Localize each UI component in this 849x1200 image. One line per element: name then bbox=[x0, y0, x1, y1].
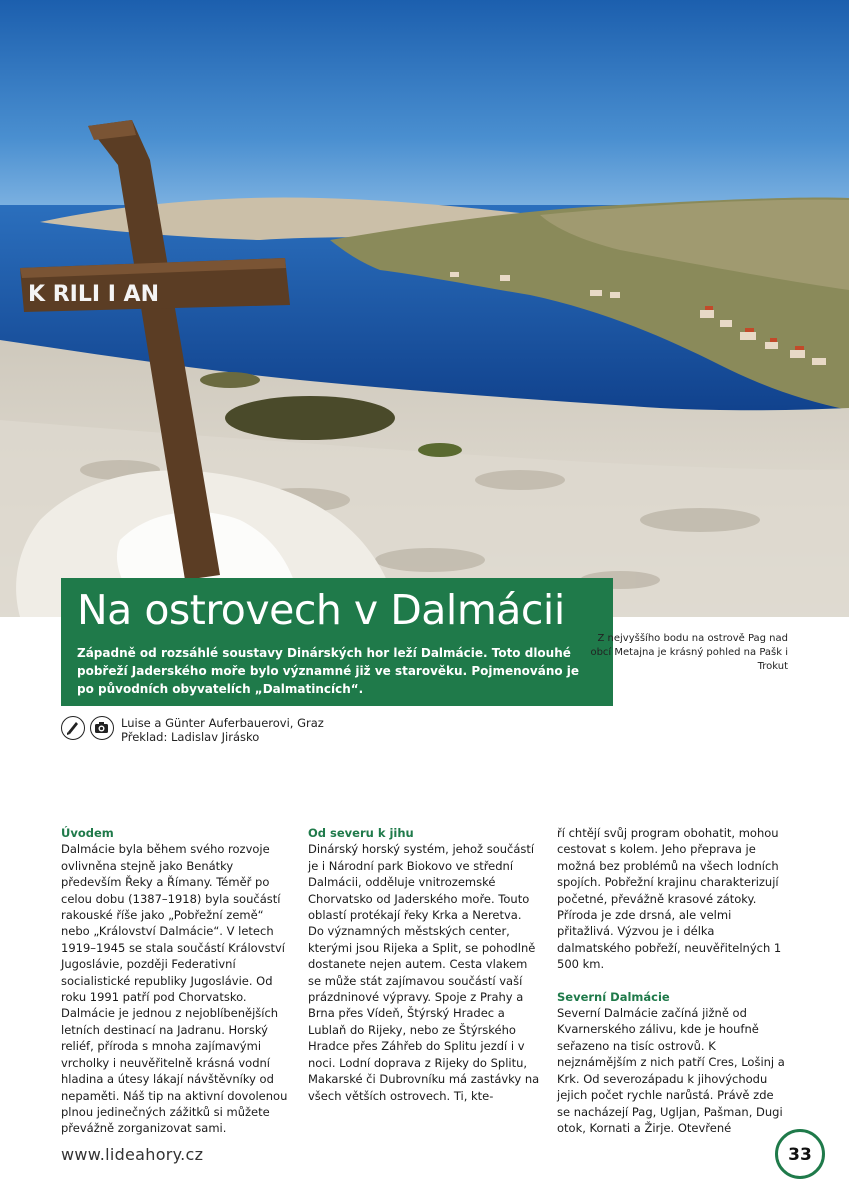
title-box bbox=[61, 578, 613, 706]
camera-icon bbox=[90, 716, 114, 740]
column-1 bbox=[61, 825, 293, 1137]
article-title: Na ostrovech v Dalmácii bbox=[77, 586, 565, 634]
credit-lines bbox=[121, 716, 324, 744]
column-1-text: Dalmácie byla během svého rozvoje ovlivněna stejně jako Benátky především Řeky a Římany. Téměř po celou dobu (1387–1918) byla součástí rakouské říše jako „Pobřežní země“ nebo „Království Dalmácie“. V letech 1919–1945 se stala součástí Království Jugoslávie, později Federativní socialistické republiky Jugoslávie. Od roku 1991 patří pod Chorvatsko. Dalmácie je jednou z nejoblíbenějších letních destinací na Jadranu. Horský reliéf, příroda s mnoha zajímavými vrcholky i neuvěřitelně krásná vodní hladina a útesy lákají návštěvníky od nepaměti. Náš tip na aktivní dovolenou plnou jedinečných zážitků si můžete převážně zorganizovat sami. bbox=[61, 842, 288, 1136]
heading-severni-dalmacie: Severní Dalmácie bbox=[557, 989, 670, 1004]
translation: Překlad: Ladislav Jirásko bbox=[121, 730, 260, 744]
authors: Luise a Günter Auferbauerovi, Graz bbox=[121, 716, 324, 730]
heading-od-severu: Od severu k jihu bbox=[308, 826, 414, 840]
photo-caption: Z nejvyššího bodu na ostrově Pag nad obcí Metajna je krásný pohled na Pašk i Trokut bbox=[590, 633, 788, 672]
page-number-badge bbox=[775, 1129, 825, 1179]
page-number: 33 bbox=[788, 1145, 812, 1165]
footer-url[interactable]: www.lideahory.cz bbox=[61, 1145, 204, 1164]
column-3-text: ří chtějí svůj program obohatit, mohou cestovat s kolem. Jeho přeprava je možná bez problémů na všech lodních spojích. Pobřežní krajinu charakterizují početné, převážně krasové zátoky. Příroda je zde drsná, ale velmi přitažlivá. Výzvou je i délka dalmatského pobřeží, neuvěřitelných 1 500 km. bbox=[557, 826, 782, 972]
pen-icon bbox=[61, 716, 85, 740]
cross-sign-text: K RILI I AN bbox=[28, 282, 159, 307]
column-3-text-2: Severní Dalmácie začíná jižně od Kvarnerského zálivu, kde je houfně seřazeno na tisíc ostrovů. K nejznámějším z nich patří Cres, Lošinj a Krk. Od severozápadu k jihovýchodu jejich počet rychle narůstá. Právě zde se nacházejí Pag, Ugljan, Pašman, Dugi otok, Kornati a Žirje. Otevřené bbox=[557, 1006, 785, 1135]
column-2 bbox=[308, 825, 540, 1104]
column-3 bbox=[557, 825, 789, 1136]
article-lead: Západně od rozsáhlé soustavy Dinárských hor leží Dalmácie. Toto dlouhé pobřeží Jaderského moře bylo významné již ve starověku. Pojmenováno je po původních obyvatelích „Dalmatincích“. bbox=[77, 646, 580, 696]
heading-uvodem: Úvodem bbox=[61, 826, 114, 840]
column-2-text: Dinárský horský systém, jehož součástí je i Národní park Biokovo ve střední Dalmácii, odděluje vnitrozemské Chorvatsko od Jaderského moře. Touto oblastí protékají řeky Krka a Neretva. Do významných městských center, kterými jsou Rijeka a Split, se pohodlně dostanete nejen autem. Cesta vlakem se může stát zajímavou součástí vaší prázdninové výpravy. Spoje z Prahy a Brna přes Vídeň, Štýrský Hradec a Lublaň do Rijeky, nebo ze Štýrského Hradce přes Záhřeb do Splitu jezdí i v noci. Lodní doprava z Rijeky do Splitu, Makarské či Dubrovníku má zastávky na všech větších ostrovech. Ti, kte- bbox=[308, 842, 540, 1103]
